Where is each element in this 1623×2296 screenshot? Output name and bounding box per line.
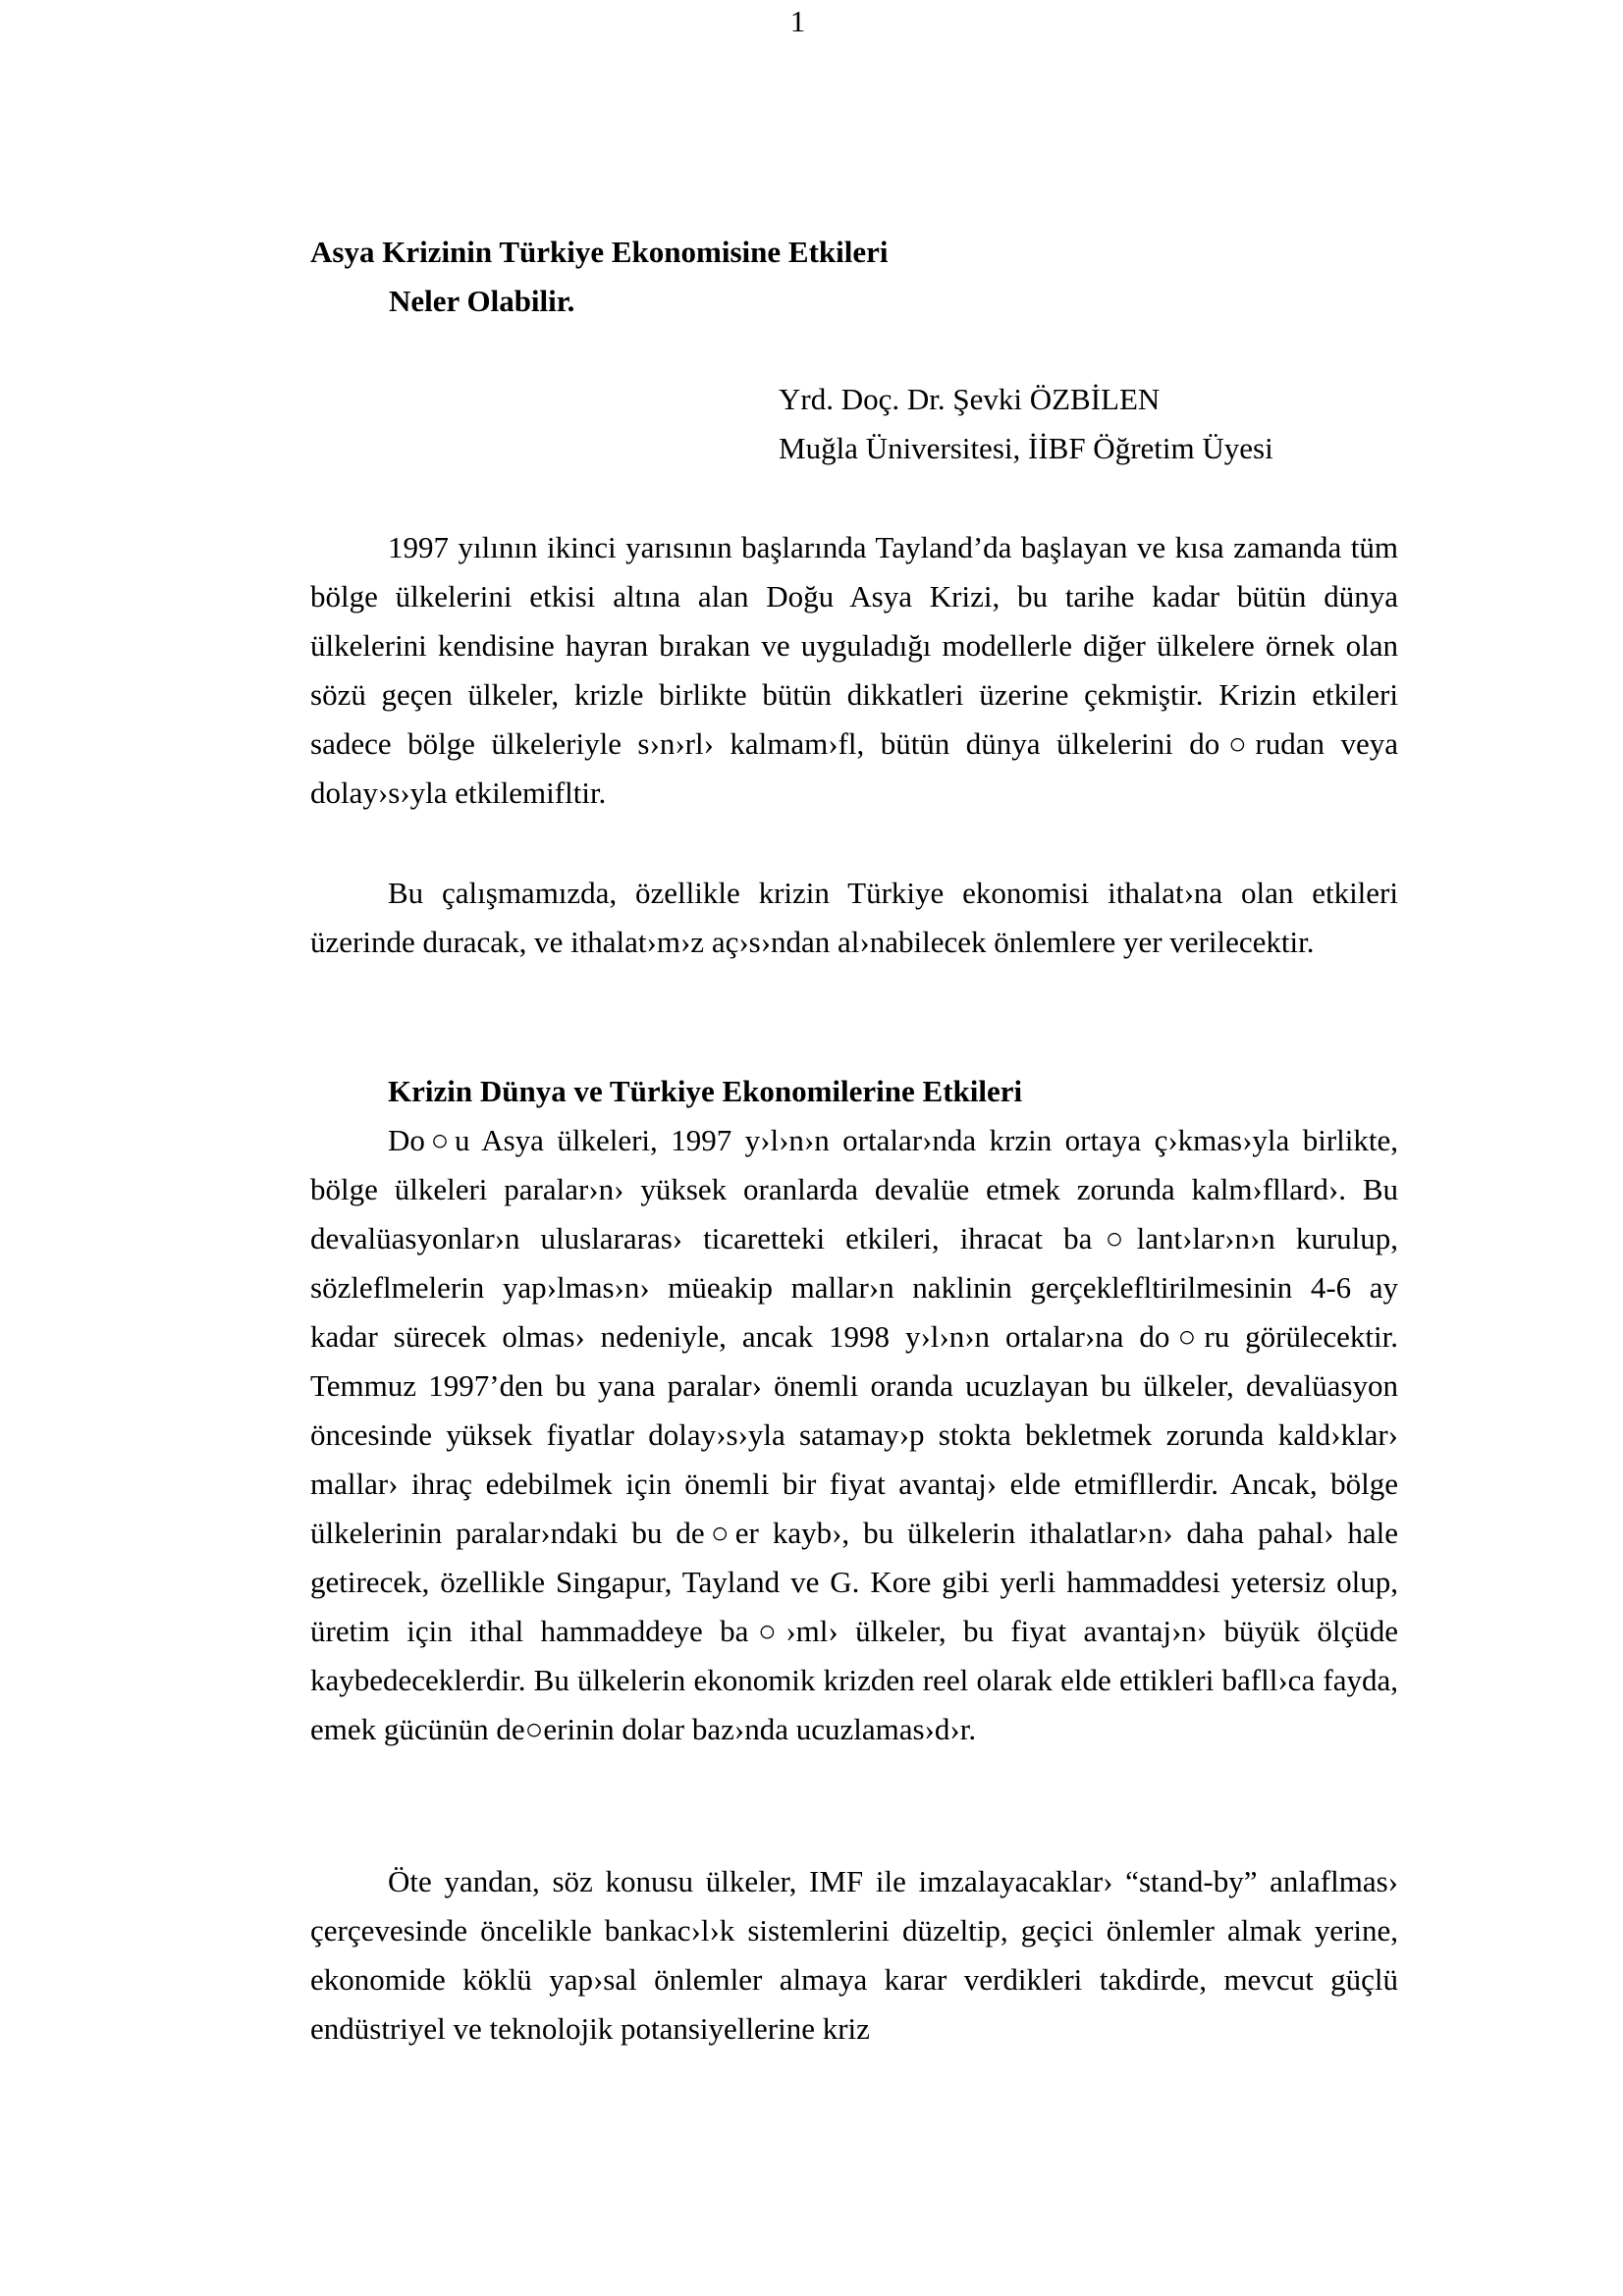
author-name: Yrd. Doç. Dr. Şevki ÖZBİLEN <box>779 382 1161 416</box>
title-line-2: Neler Olabilir. <box>389 284 575 318</box>
paragraph-imf <box>310 1857 1398 2054</box>
paragraph-intro-text: 1997 yılının ikinci yarısının başlarında Tayland’da başlayan ve kısa zamanda tüm bölge ülkelerini etkisi altına alan Doğu Asya Krizi, bu tarihe kadar bütün dünya ülkelerini kendisine hayran bırakan ve uyguladığı modellerle diğer ülkelere örnek olan sözü geçen ülkeler, krizle birlikte bütün dikkatleri üzerine çekmiştir. Krizin etkileri sadece bölge ülkeleriyle s›n›rl› kalmam›fl, bütün dünya ülkelerini do○rudan veya dolay›s›yla etkilemifltir. <box>310 530 1398 810</box>
page-number: 1 <box>789 4 806 38</box>
paragraph-effects-text: Do○u Asya ülkeleri, 1997 y›l›n›n ortalar›nda krzin ortaya ç›kmas›yla birlikte, bölge ülkeleri paralar›n› yüksek oranlarda devalüe etmek zorunda kalm›fllard›. Bu devalüasyonlar›n uluslararas› ticaretteki etkileri, ihracat ba○lant›lar›n›n kurulup, sözleflmelerin yap›lmas›n› müeakip mallar›n naklinin gerçeklefltirilmesinin 4-6 ay kadar sürecek olmas› nedeniyle, ancak 1998 y›l›n›n ortalar›na do○ru görülecektir. Temmuz 1997’den bu yana paralar› önemli oranda ucuzlayan bu ülkeler, devalüasyon öncesinde yüksek fiyatlar dolay›s›yla satamay›p stokta bekletmek zorunda kald›klar› mallar› ihraç edebilmek için önemli bir fiyat avantaj› elde etmifllerdir. Ancak, bölge ülkelerinin paralar›ndaki bu de○er kayb›, bu ülkelerin ithalatlar›n› daha pahal› hale getirecek, özellikle Singapur, Tayland ve G. Kore gibi yerli hammaddesi yetersiz olup, üretim için ithal hammaddeye ba○›ml› ülkeler, bu fiyat avantaj›n› büyük ölçüde kaybedeceklerdir. Bu ülkelerin ekonomik krizden reel olarak elde ettikleri bafll›ca fayda, emek gücünün de○erinin dolar baz›nda ucuzlamas›d›r. <box>310 1123 1398 1746</box>
paragraph-scope-text: Bu çalışmamızda, özellikle krizin Türkiye ekonomisi ithalat›na olan etkileri üzerinde duracak, ve ithalat›m›z aç›s›ndan al›nabilecek önlemlere yer verilecektir. <box>310 876 1398 959</box>
document-title <box>310 228 889 326</box>
paragraph-imf-text: Öte yandan, söz konusu ülkeler, IMF ile imzalayacaklar› “stand-by” anlaflmas› çerçevesinde öncelikle bankac›l›k sistemlerini düzeltip, geçici önlemler almak yerine, ekonomide köklü yap›sal önlemler almaya karar verdikleri takdirde, mevcut güçlü endüstriyel ve teknolojik potansiyellerine kriz <box>310 1864 1398 2046</box>
paragraph-effects <box>310 1116 1398 1754</box>
title-line-1: Asya Krizinin Türkiye Ekonomisine Etkileri <box>310 235 889 269</box>
author-block <box>779 375 1273 473</box>
author-affiliation: Muğla Üniversitesi, İİBF Öğretim Üyesi <box>779 431 1273 465</box>
paragraph-intro <box>310 523 1398 818</box>
paragraph-scope <box>310 869 1398 967</box>
section-heading: Krizin Dünya ve Türkiye Ekonomilerine Etkileri <box>388 1074 1023 1108</box>
